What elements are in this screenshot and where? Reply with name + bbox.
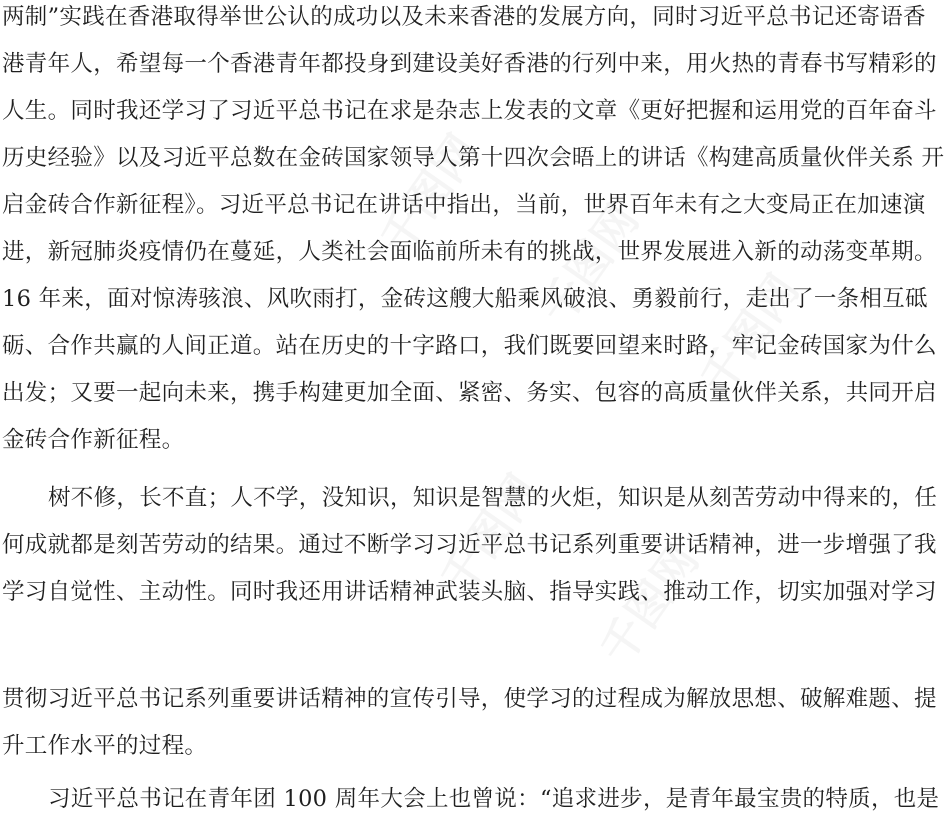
paragraph-1-line: 进，新冠肺炎疫情仍在蔓延，人类社会面临前所未有的挑战，世界发展进入新的动荡变革期。 — [2, 239, 937, 265]
paragraph-2-line: 何成就都是刻苦劳动的结果。通过不断学习习近平总书记系列重要讲话精神，进一步增强了我 — [2, 532, 937, 558]
paragraph-4-line-partial: 习近平总书记在青年团 100 周年大会上也曾说：“追求进步，是青年最宝贵的特质，也是 — [48, 786, 940, 812]
paragraph-1-line: 出发；又要一起向未来，携手构建更加全面、紧密、务实、包容的高质量伙伴关系，共同开启 — [2, 380, 937, 406]
watermark: 千图网 — [691, 265, 810, 404]
paragraph-1-line: 两制”实践在香港取得举世公认的成功以及未来香港的发展方向，同时习近平总书记还寄语香 — [2, 4, 926, 30]
watermark: 千图网 — [371, 125, 490, 264]
watermark: 千图网 — [531, 195, 650, 334]
paragraph-1-line: 金砖合作新征程。 — [2, 427, 185, 453]
watermark: 千图网 — [591, 535, 710, 674]
paragraph-2-line: 学习自觉性、主动性。同时我还用讲话精神武装头脑、指导实践、推动工作，切实加强对学习 — [2, 579, 937, 605]
paragraph-1-line: 人生。同时我还学习了习近平总书记在求是杂志上发表的文章《更好把握和运用党的百年奋斗 — [2, 98, 937, 124]
paragraph-1-line: 历史经验》以及习近平总数在金砖国家领导人第十四次会晤上的讲话《构建高质量伙伴关系 开 — [2, 145, 944, 171]
paragraph-1-line: 砺、合作共赢的人间正道。站在历史的十字路口，我们既要回望来时路，牢记金砖国家为什么 — [2, 333, 937, 359]
paragraph-1-line: 港青年人，希望每一个香港青年都投身到建设美好香港的行列中来，用火热的青春书写精彩的 — [2, 51, 937, 77]
paragraph-1-line: 启金砖合作新征程》。习近平总书记在讲话中指出，当前，世界百年未有之大变局正在加速演 — [2, 192, 926, 218]
paragraph-3-line: 升工作水平的过程。 — [2, 733, 208, 759]
paragraph-1-line: 16 年来，面对惊涛骇浪、风吹雨打，金砖这艘大船乘风破浪、勇毅前行，走出了一条相互砥 — [2, 286, 928, 312]
watermark: 千图网 — [431, 465, 550, 604]
paragraph-3-line: 贯彻习近平总书记系列重要讲话精神的宣传引导，使学习的过程成为解放思想、破解难题、提 — [2, 686, 937, 712]
paragraph-2-line: 树不修，长不直；人不学，没知识，知识是智慧的火炬，知识是从刻苦劳动中得来的，任 — [48, 485, 938, 511]
